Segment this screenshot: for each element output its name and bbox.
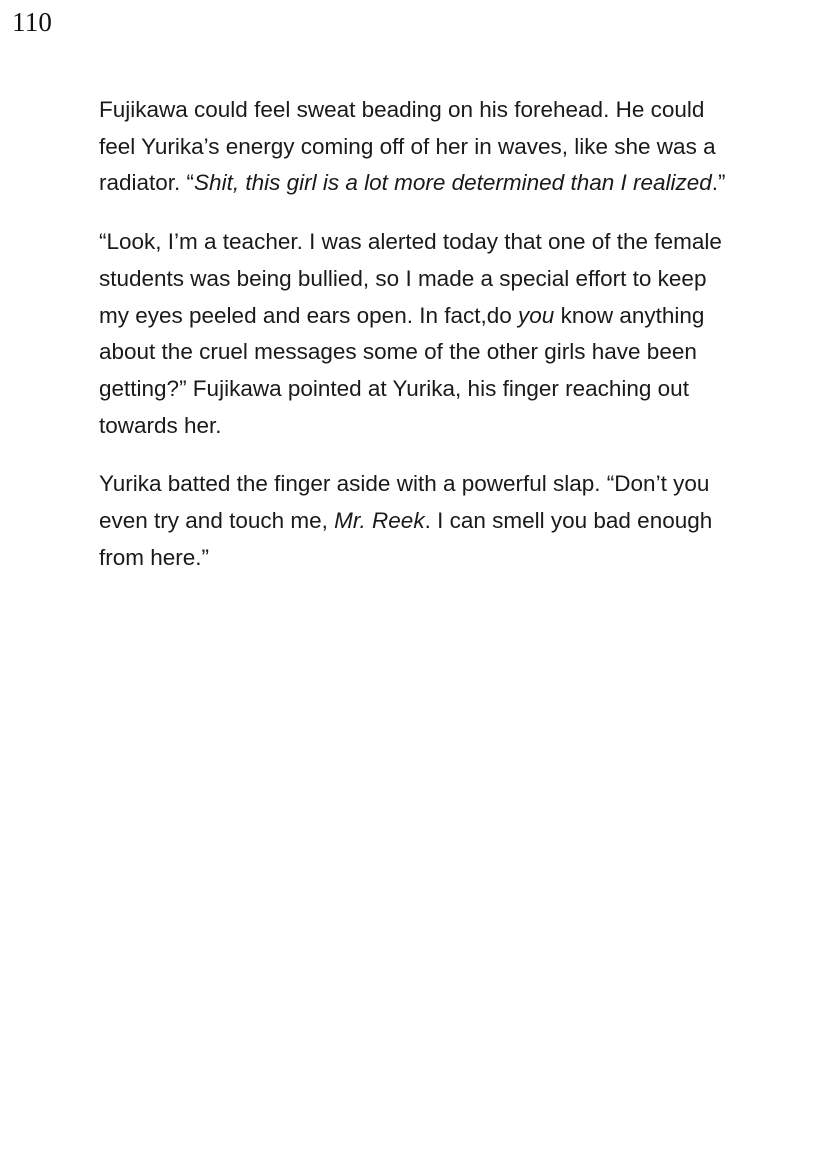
text-run: . I can smell you bad enough from here.”	[99, 508, 713, 570]
paragraph	[99, 92, 729, 202]
text-run: “Look, I’m a teacher. I was alerted today that one of the female students was being bullied, so I made a special effort to keep my eyes peeled and ears open. In fact,do	[99, 229, 722, 328]
page-body-text	[99, 92, 729, 576]
paragraph	[99, 224, 729, 444]
text-run: Yurika batted the finger aside with a powerful slap. “Don’t you even try and touch me,	[99, 471, 710, 534]
text-run: know anything about the cruel messages some of the other girls have been getting?” Fujikawa pointed at Yurika, his finger reaching out towards her.	[99, 302, 705, 438]
text-run: .”	[711, 170, 726, 196]
italic-run: you	[518, 302, 555, 328]
paragraph	[99, 466, 729, 576]
italic-run: Mr. Reek	[334, 508, 425, 534]
text-run: Fujikawa could feel sweat beading on his forehead. He could feel Yurika’s energy coming off of her in waves, like she was a radiator. “	[99, 97, 716, 196]
page-number: 110	[12, 7, 53, 37]
italic-run: Shit, this girl is a lot more determined than I realized	[194, 170, 712, 196]
